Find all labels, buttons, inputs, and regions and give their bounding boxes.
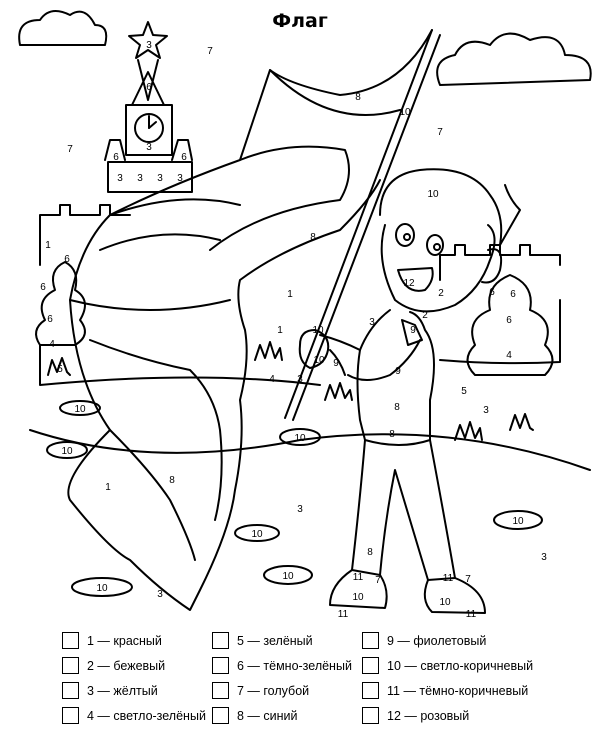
area-number: 5 — [461, 386, 467, 397]
legend-label: 4 — светло-зелёный — [87, 708, 206, 723]
color-checkbox[interactable] — [362, 682, 379, 699]
legend-item — [362, 653, 533, 678]
area-number: 10 — [312, 325, 324, 336]
area-number: 3 — [541, 552, 547, 563]
boy-pupil-2 — [434, 244, 440, 250]
boy-sleeve-cuff — [330, 320, 422, 375]
area-number: 10 — [282, 571, 294, 582]
area-number: 3 — [146, 142, 152, 153]
legend-column-3 — [362, 628, 533, 728]
legend-item — [212, 703, 352, 728]
area-number: 6 — [40, 282, 46, 293]
area-number: 9 — [410, 325, 416, 336]
area-number: 10 — [251, 529, 263, 540]
area-number: 10 — [61, 446, 73, 457]
area-number: 8 — [394, 402, 400, 413]
area-number: 10 — [512, 516, 524, 527]
boy-pants — [352, 440, 455, 580]
area-number: 7 — [207, 46, 213, 57]
area-number: 2 — [438, 288, 444, 299]
boy-hair — [380, 169, 520, 245]
grass-tuft — [455, 422, 482, 440]
area-number: 10 — [313, 355, 325, 366]
cloud-left — [19, 11, 106, 45]
color-checkbox[interactable] — [362, 657, 379, 674]
area-number: 6 — [510, 289, 516, 300]
legend-item — [362, 703, 533, 728]
area-number: 11 — [465, 609, 477, 620]
area-number: 3 — [297, 504, 303, 515]
color-checkbox[interactable] — [212, 632, 229, 649]
area-number: 3 — [369, 317, 375, 328]
area-number: 6 — [181, 152, 187, 163]
area-number: 4 — [269, 374, 275, 385]
area-number: 10 — [399, 107, 411, 118]
color-checkbox[interactable] — [212, 682, 229, 699]
ground-curve — [30, 430, 590, 470]
legend-item — [62, 628, 206, 653]
area-number: 3 — [146, 40, 152, 51]
area-number: 12 — [403, 278, 415, 289]
area-number: 11 — [337, 609, 349, 620]
color-checkbox[interactable] — [212, 707, 229, 724]
area-number: 2 — [422, 310, 428, 321]
area-number: 3 — [157, 173, 163, 184]
color-checkbox[interactable] — [62, 682, 79, 699]
color-checkbox[interactable] — [62, 707, 79, 724]
area-number: 6 — [64, 254, 70, 265]
legend-item — [212, 653, 352, 678]
area-number: 3 — [177, 173, 183, 184]
legend-item — [362, 628, 533, 653]
area-number: 8 — [169, 475, 175, 486]
legend-label: 1 — красный — [87, 633, 162, 648]
area-number: 10 — [96, 583, 108, 594]
legend-item — [62, 678, 206, 703]
grass-tuft — [255, 342, 282, 360]
area-number: 6 — [146, 82, 152, 93]
area-number: 9 — [395, 366, 401, 377]
area-number: 3 — [117, 173, 123, 184]
area-number: 1 — [105, 482, 111, 493]
area-number: 8 — [310, 232, 316, 243]
area-number: 7 — [375, 575, 381, 586]
area-number: 7 — [437, 127, 443, 138]
area-number: 6 — [47, 314, 53, 325]
area-number: 7 — [465, 574, 471, 585]
boy-shirt — [358, 310, 435, 445]
legend-item — [212, 628, 352, 653]
grass-tuft — [510, 414, 533, 430]
boy-shoe-right — [425, 578, 485, 613]
area-number: 8 — [389, 429, 395, 440]
legend-label: 5 — зелёный — [237, 633, 313, 648]
color-checkbox[interactable] — [212, 657, 229, 674]
area-number: 1 — [45, 240, 51, 251]
color-checkbox[interactable] — [62, 632, 79, 649]
area-number: 1 — [287, 289, 293, 300]
legend-label: 12 — розовый — [387, 708, 470, 723]
area-number: 10 — [352, 592, 364, 603]
color-legend — [62, 628, 582, 740]
legend-column-2 — [212, 628, 352, 728]
area-number: 7 — [67, 144, 73, 155]
legend-item — [362, 678, 533, 703]
area-number: 1 — [277, 325, 283, 336]
area-number: 10 — [74, 404, 86, 415]
area-number: 6 — [489, 287, 495, 298]
area-number: 6 — [506, 315, 512, 326]
area-number: 3 — [137, 173, 143, 184]
boy-pupil — [404, 234, 410, 240]
area-number: 4 — [49, 339, 55, 350]
area-number: 4 — [506, 350, 512, 361]
legend-item — [62, 703, 206, 728]
color-checkbox[interactable] — [362, 632, 379, 649]
area-number: 10 — [294, 433, 306, 444]
legend-column-1 — [62, 628, 206, 728]
page-title: Флаг — [272, 10, 328, 32]
area-number: 5 — [57, 364, 63, 375]
legend-label: 11 — тёмно-коричневый — [387, 683, 529, 698]
legend-label: 3 — жёлтый — [87, 683, 158, 698]
area-number: 11 — [442, 573, 454, 584]
legend-label: 2 — бежевый — [87, 658, 166, 673]
area-number: 6 — [113, 152, 119, 163]
color-checkbox[interactable] — [362, 707, 379, 724]
area-number: 9 — [333, 358, 339, 369]
legend-label: 9 — фиолетовый — [387, 633, 487, 648]
legend-label: 10 — светло-коричневый — [387, 658, 534, 673]
area-number: 10 — [439, 597, 451, 608]
legend-label: 6 — тёмно-зелёный — [237, 658, 352, 673]
area-number: 10 — [427, 189, 439, 200]
legend-item — [62, 653, 206, 678]
cloud-right — [437, 34, 591, 85]
area-number: 3 — [157, 589, 163, 600]
grass-tuft — [325, 383, 352, 400]
area-number: 8 — [355, 92, 361, 103]
tree-left — [36, 262, 85, 345]
area-number: 11 — [352, 572, 364, 583]
legend-label: 8 — синий — [237, 708, 298, 723]
legend-item — [212, 678, 352, 703]
legend-label: 7 — голубой — [237, 683, 310, 698]
area-number: 3 — [297, 374, 303, 385]
area-number: 3 — [483, 405, 489, 416]
clock-hand-2 — [149, 122, 156, 128]
area-number: 8 — [367, 547, 373, 558]
color-checkbox[interactable] — [62, 657, 79, 674]
